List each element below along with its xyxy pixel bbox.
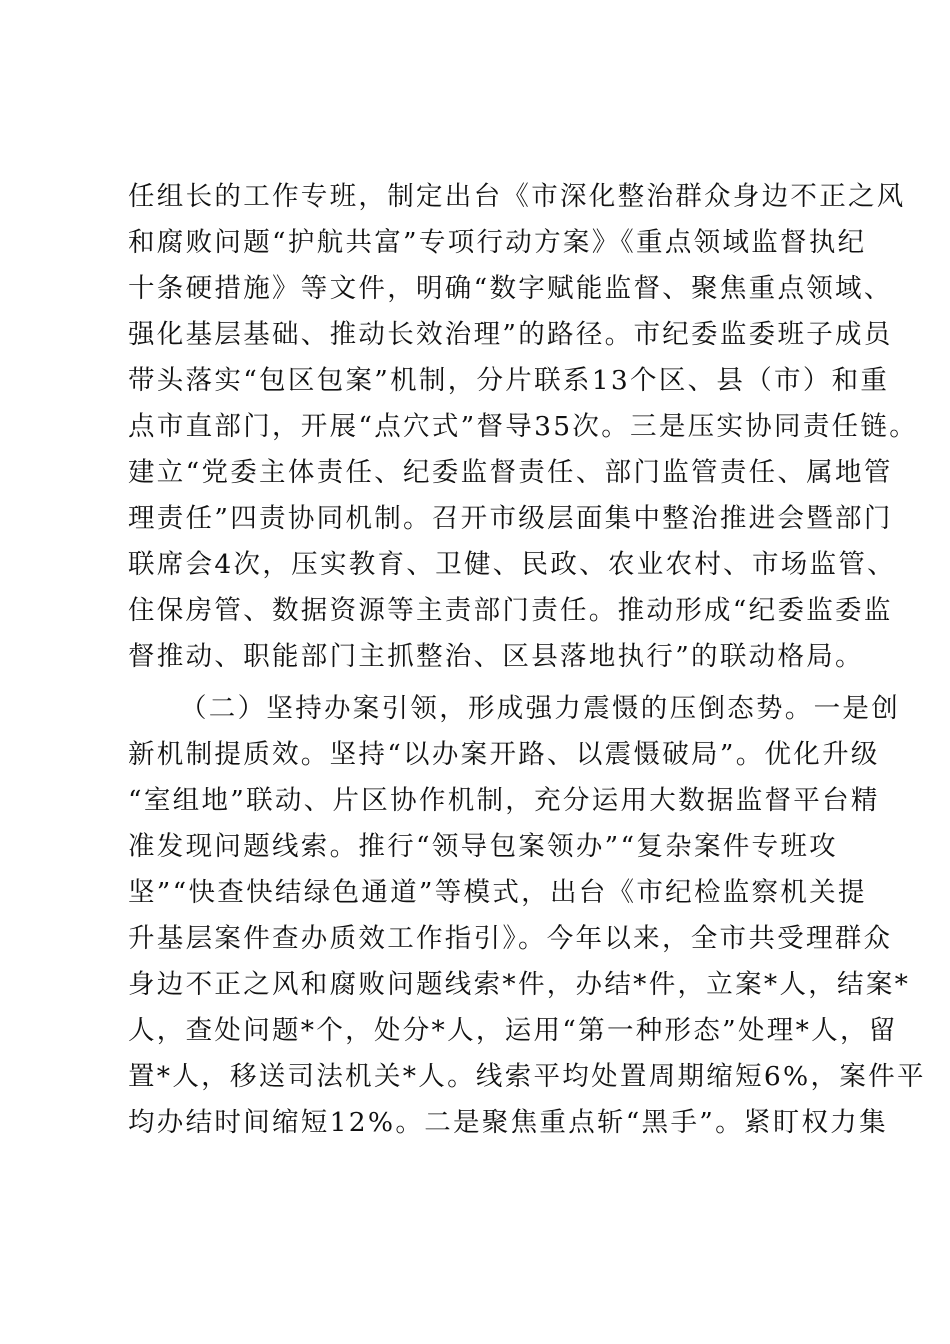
text-line: 任组长的工作专班，制定出台《市深化整治群众身边不正之风 (128, 181, 906, 212)
text-line: 督推动、职能部门主抓整治、区县落地执行”的联动格局。 (128, 641, 864, 672)
text-line: 和腐败问题“护航共富”专项行动方案》《重点领域监督执纪 (128, 227, 867, 258)
text-line: 新机制提质效。坚持“以办案开路、以震慑破局”。优化升级 (128, 739, 880, 770)
section-heading-line: （二）坚持办案引领，形成强力震慑的压倒态势。一是创 (180, 693, 900, 724)
text-line: 置*人，移送司法机关*人。线索平均处置周期缩短6%，案件平 (128, 1061, 926, 1092)
text-line: 住保房管、数据资源等主责部门责任。推动形成“纪委监委监 (128, 595, 893, 626)
text-line: 联席会4次，压实教育、卫健、民政、农业农村、市场监管、 (128, 549, 896, 580)
text-line: 坚”“快查快结绿色通道”等模式，出台《市纪检监察机关提 (128, 877, 867, 908)
text-line: 十条硬措施》等文件，明确“数字赋能监督、聚焦重点领域、 (128, 273, 893, 304)
paragraph-section-two (128, 686, 926, 1146)
text-line: 升基层案件查办质效工作指引》。今年以来，全市共受理群众 (128, 923, 893, 954)
paragraph-continued (128, 174, 919, 680)
text-line: 点市直部门，开展“点穴式”督导35次。三是压实协同责任链。 (128, 411, 919, 442)
text-line: 均办结时间缩短12%。二是聚焦重点斩“黑手”。紧盯权力集 (128, 1107, 888, 1138)
text-line: 建立“党委主体责任、纪委监督责任、部门监管责任、属地管 (128, 457, 893, 488)
text-line: 强化基层基础、推动长效治理”的路径。市纪委监委班子成员 (128, 319, 893, 350)
text-line: 理责任”四责协同机制。召开市级层面集中整治推进会暨部门 (128, 503, 893, 534)
text-line: 准发现问题线索。推行“领导包案领办”“复杂案件专班攻 (128, 831, 838, 862)
text-line: “室组地”联动、片区协作机制，充分运用大数据监督平台精 (128, 785, 880, 816)
text-line: 带头落实“包区包案”机制，分片联系13个区、县（市）和重 (128, 365, 890, 396)
text-line: 人，查处问题*个，处分*人，运用“第一种形态”处理*人，留 (128, 1015, 898, 1046)
text-line: 身边不正之风和腐败问题线索*件，办结*件，立案*人，结案* (128, 969, 911, 1000)
